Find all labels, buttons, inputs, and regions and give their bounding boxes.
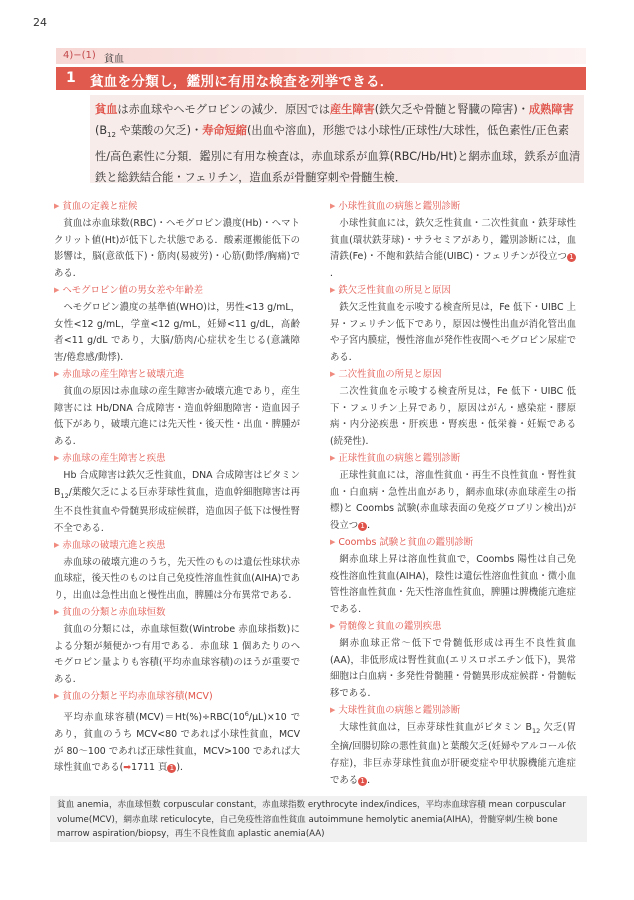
text-fragment: 欠乏(胃全摘/回腸切除の悪性貧血)と葉酸欠乏(妊婦やアルコール依存症)，非巨赤芽球性貧血が肝硬変症や甲状腺機能亢進症である [330,721,577,786]
summary-keyword: 貧血 [95,103,118,116]
subheading: ▶ 赤血球の産生障害と破壊亢進 [54,367,300,384]
summary-text [95,99,581,188]
subheading: ▶ 小球性貧血の病態と鑑別診断 [330,199,576,216]
text-fragment: ． [367,774,377,786]
page-reference[interactable]: 1711 頁 [131,762,168,774]
subheading: ▶ 鉄欠乏性貧血の所見と原因 [330,283,576,300]
paragraph [330,720,576,790]
summary-fragment: (B [95,124,108,137]
arrow-icon: ➡ [123,762,132,774]
subheading: ▶ 二次性貧血の所見と原因 [330,367,576,384]
subheading: ▶ 骨髄像と貧血の鑑別疾患 [330,619,576,636]
objective-number: 1 [66,70,76,86]
paragraph: ヘモグロビン濃度の基準値(WHO)は，男性<13 g/mL，女性<12 g/mL，学童<12 g/mL，妊婦<11 g/dL，高齢者<11 g/dL であり，大脳/筋肉/心症状を生じる(意識障害/倦怠感/動悸)． [54,301,301,364]
subscript: 12 [531,726,541,735]
paragraph: 貧血は赤血球数(RBC)・ヘモグロビン濃度(Hb)・ヘマトクリット値(Ht)が低下した状態である．酸素運搬能低下の影響は，脳(意欲低下)・筋肉(易疲労)・心筋(動悸/胸痛)である． [54,217,300,280]
summary-subscript: 12 [107,131,116,140]
reference-marker[interactable]: 1 [358,777,367,786]
summary-keyword: 寿命短縮 [202,124,247,137]
text-fragment: Hb 合成障害は鉄欠乏性貧血，DNA 合成障害はビタミン B [54,469,300,498]
subheading: ▶ 貧血の分類と平均赤血球容積(MCV) [54,689,300,706]
text-fragment: /葉酸欠乏による巨赤芽球性貧血，造血幹細胞障害は再生不良性貧血や骨髄異形成症候群，造血因子低下は慢性腎不全である． [54,486,300,535]
subheading: ▶ ヘモグロビン値の男女差や年齢差 [54,283,300,300]
text-fragment: 平均赤血球容積(MCV)＝Ht(%)÷RBC(10 [63,711,245,723]
summary-keyword: 成熟障害 [528,103,574,116]
subheading: ▶ 大球性貧血の病態と鑑別診断 [330,703,576,720]
summary-keyword: 産生障害 [329,103,375,116]
summary-box [90,95,584,183]
paragraph: 網赤血球上昇は溶血性貧血で，Coombs 陽性は自己免疫性溶血性貧血(AIHA)，陰性は遺伝性溶血性貧血・微小血管性溶血性貧血・先天性溶血性貧血，脾腫は脾機能亢進症である． [330,553,576,616]
reference-marker[interactable]: 1 [358,522,367,531]
summary-fragment: (鉄欠乏や骨髄と腎臓の障害)・ [374,103,529,116]
subheading: ▶ 正球性貧血の病態と鑑別診断 [330,451,576,468]
text-fragment: 正球性貧血には，溶血性貧血・再生不良性貧血・腎性貧血・白血病・急性出血があり，網赤血球(赤血球産生の指標)と Coombs 試験(赤血球表面の免疫グロブリン検出)が役立つ [330,469,576,532]
paragraph [330,468,576,535]
reference-marker[interactable]: 1 [567,253,576,262]
section-number: 4)−(1) [63,50,96,61]
superscript: 6 [244,709,249,718]
section-breadcrumb [56,48,586,64]
subheading: ▶ 赤血球の破壊亢進と疾患 [54,538,300,555]
text-fragment: ． [367,520,377,532]
paragraph: 貧血の分類には，赤血球恒数(Wintrobe 赤血球指数)による分類が頻便かつ有用である．赤血球 1 個あたりのヘモグロビン量よりも容積(平均赤血球容積)のほうが重要である． [54,623,300,686]
text-fragment: )． [176,762,190,774]
text-fragment: 大球性貧血は，巨赤芽球性貧血がビタミン B [339,721,532,733]
text-fragment: ． [330,268,340,280]
subheading: ▶ Coombs 試験と貧血の鑑別診断 [330,535,576,552]
subscript: 12 [60,491,69,500]
text-fragment: /μL)×10 であり，貧血のうち MCV<80 であれば小球性貧血，MCV が 80～100 であれば正球性貧血，MCV>100 であれば大球性貧血である( [54,711,300,774]
paragraph: 貧血の原因は赤血球の産生障害か破壊亢進であり，産生障害には Hb/DNA 合成障害・造血幹細胞障害・造血因子低下があり，破壊亢進には先天性・後天性・出血・脾腫がある． [54,385,300,448]
glossary-text: 貧血 anemia，赤血球恒数 corpuscular constant，赤血球指数 erythrocyte index/indices，平均赤血球容積 mean corpuscular volume(MCV)，網赤血球 reticulocyte，自己免疫性溶血性貧血 autoimmune hemolytic anemia(AIHA)，骨髄穿刺/生検 bone marrow aspiration/biopsy，再生不良性貧血 aplastic anemia(AA) [57,800,566,839]
summary-fragment: (出血や溶血)，形態では小球性/正球性/大球性，低色素性/正色素性/高色素性に分類．鑑別に有用な検査は，赤血球系が血算(RBC/Hb/Ht)と網赤血球，鉄系が血清鉄と総鉄結合能・フェリチン，造血系が骨髄穿刺や骨髄生検． [95,124,581,185]
paragraph: 鉄欠乏性貧血を示唆する検査所見は，Fe 低下・UIBC 上昇・フェリチン低下であり，原因は慢性出血が消化管出血や子宮内膜症，慢性溶血が発作性夜間ヘモグロビン尿症である． [330,301,576,364]
reference-marker[interactable]: 1 [167,764,176,773]
subheading: ▶ 赤血球の産生障害と疾患 [54,451,300,468]
summary-fragment: や葉酸の欠乏)・ [115,124,203,137]
paragraph: 網赤血球正常～低下で骨髄低形成は再生不良性貧血(AA)，非低形成は腎性貧血(エリスロポエチン低下)，異常細胞は白血病・多発性骨髄腫・骨髄異形成症候群・骨髄転移である． [330,637,576,700]
paragraph [54,468,300,538]
subheading: ▶ 貧血の分類と赤血球恒数 [54,605,300,622]
text-fragment: 小球性貧血には，鉄欠乏性貧血・二次性貧血・鉄芽球性貧血(環状鉄芽球)・サラセミアがあり，鑑別診断には，血清鉄(Fe)・不飽和鉄結合能(UIBC)・フェリチンが役立つ [330,217,576,263]
page-number: 24 [33,16,47,29]
left-column [54,199,300,777]
paragraph [54,706,300,777]
subheading: ▶ 貧血の定義と症候 [54,199,300,216]
objective-title: 貧血を分類し，鑑別に有用な検査を列挙できる． [90,74,394,90]
glossary-box [50,796,587,842]
paragraph [330,216,576,283]
right-column [330,199,576,790]
paragraph: 赤血球の破壊亢進のうち，先天性のものは遺伝性球状赤血球症，後天性のものは自己免疫性溶血性貧血(AIHA)であり，出血は急性出血と慢性出血，脾腫は分布異常である． [54,556,300,602]
paragraph: 二次性貧血を示唆する検査所見は，Fe 低下・UIBC 低下・フェリチン上昇であり，原因はがん・感染症・膠原病・内分泌疾患・肝疾患・腎疾患・低栄養・妊娠である(続発性)． [330,385,576,448]
objective-heading [56,67,586,90]
section-title: 貧血 [104,54,124,65]
summary-fragment: は赤血球やヘモグロビンの減少．原因では [117,103,330,116]
